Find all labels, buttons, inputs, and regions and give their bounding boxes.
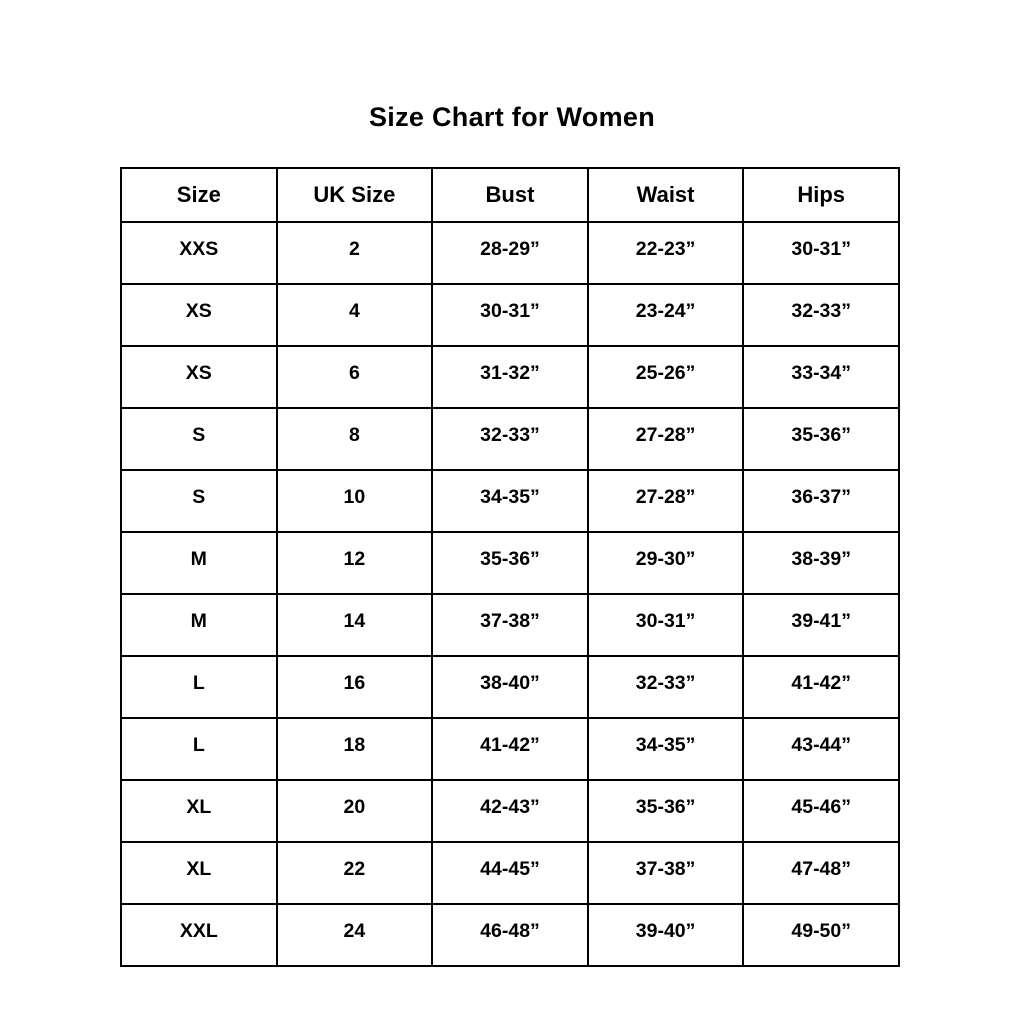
table-row xyxy=(121,470,899,532)
table-cell: 45-46” xyxy=(743,780,899,842)
table-row xyxy=(121,904,899,966)
table-cell: 30-31” xyxy=(743,222,899,284)
table-cell: 35-36” xyxy=(743,408,899,470)
table-cell: XS xyxy=(121,284,277,346)
table-cell: 4 xyxy=(277,284,433,346)
table-cell: 46-48” xyxy=(432,904,588,966)
table-row xyxy=(121,346,899,408)
page-title: Size Chart for Women xyxy=(368,102,656,132)
table-cell: 14 xyxy=(277,594,433,656)
table-cell: 30-31” xyxy=(432,284,588,346)
table-row xyxy=(121,594,899,656)
table-cell: L xyxy=(121,718,277,780)
table-cell: 35-36” xyxy=(588,780,744,842)
table-cell: 20 xyxy=(277,780,433,842)
table-cell: 34-35” xyxy=(588,718,744,780)
table-cell: 18 xyxy=(277,718,433,780)
table-header xyxy=(121,168,899,222)
size-chart-table xyxy=(120,167,900,967)
column-header: Waist xyxy=(588,168,744,222)
table-cell: 43-44” xyxy=(743,718,899,780)
table-row xyxy=(121,656,899,718)
table-cell: S xyxy=(121,408,277,470)
table-cell: 38-40” xyxy=(432,656,588,718)
table-cell: 37-38” xyxy=(432,594,588,656)
table-cell: 27-28” xyxy=(588,408,744,470)
table-cell: 49-50” xyxy=(743,904,899,966)
table-cell: 32-33” xyxy=(588,656,744,718)
table-cell: 6 xyxy=(277,346,433,408)
table-cell: 32-33” xyxy=(432,408,588,470)
table-row xyxy=(121,842,899,904)
table-cell: 31-32” xyxy=(432,346,588,408)
table-cell: XS xyxy=(121,346,277,408)
table-cell: XXL xyxy=(121,904,277,966)
table-row xyxy=(121,780,899,842)
table-cell: 39-40” xyxy=(588,904,744,966)
table-body xyxy=(121,222,899,966)
column-header: UK Size xyxy=(277,168,433,222)
table-cell: S xyxy=(121,470,277,532)
table-cell: 34-35” xyxy=(432,470,588,532)
table-cell: 41-42” xyxy=(743,656,899,718)
table-cell: 22-23” xyxy=(588,222,744,284)
table-row xyxy=(121,408,899,470)
table-cell: 32-33” xyxy=(743,284,899,346)
table-cell: L xyxy=(121,656,277,718)
table-cell: 33-34” xyxy=(743,346,899,408)
table-cell: 30-31” xyxy=(588,594,744,656)
table-cell: 38-39” xyxy=(743,532,899,594)
table-cell: 47-48” xyxy=(743,842,899,904)
table-cell: 28-29” xyxy=(432,222,588,284)
table-cell: 22 xyxy=(277,842,433,904)
table-cell: 27-28” xyxy=(588,470,744,532)
table-row xyxy=(121,284,899,346)
table-cell: 23-24” xyxy=(588,284,744,346)
table-cell: 10 xyxy=(277,470,433,532)
table-row xyxy=(121,718,899,780)
column-header: Hips xyxy=(743,168,899,222)
table-cell: M xyxy=(121,532,277,594)
table-cell: 29-30” xyxy=(588,532,744,594)
column-header: Size xyxy=(121,168,277,222)
column-header: Bust xyxy=(432,168,588,222)
header-row xyxy=(121,168,899,222)
table-cell: XXS xyxy=(121,222,277,284)
table-row xyxy=(121,532,899,594)
table-cell: 39-41” xyxy=(743,594,899,656)
table-cell: M xyxy=(121,594,277,656)
table-cell: 36-37” xyxy=(743,470,899,532)
table-cell: 37-38” xyxy=(588,842,744,904)
table-cell: 12 xyxy=(277,532,433,594)
table-cell: 42-43” xyxy=(432,780,588,842)
table-cell: 16 xyxy=(277,656,433,718)
table-cell: XL xyxy=(121,780,277,842)
table-cell: 2 xyxy=(277,222,433,284)
table-cell: 24 xyxy=(277,904,433,966)
table-cell: 44-45” xyxy=(432,842,588,904)
table-cell: 25-26” xyxy=(588,346,744,408)
table-cell: XL xyxy=(121,842,277,904)
table-row xyxy=(121,222,899,284)
table-cell: 41-42” xyxy=(432,718,588,780)
table-cell: 35-36” xyxy=(432,532,588,594)
table-cell: 8 xyxy=(277,408,433,470)
